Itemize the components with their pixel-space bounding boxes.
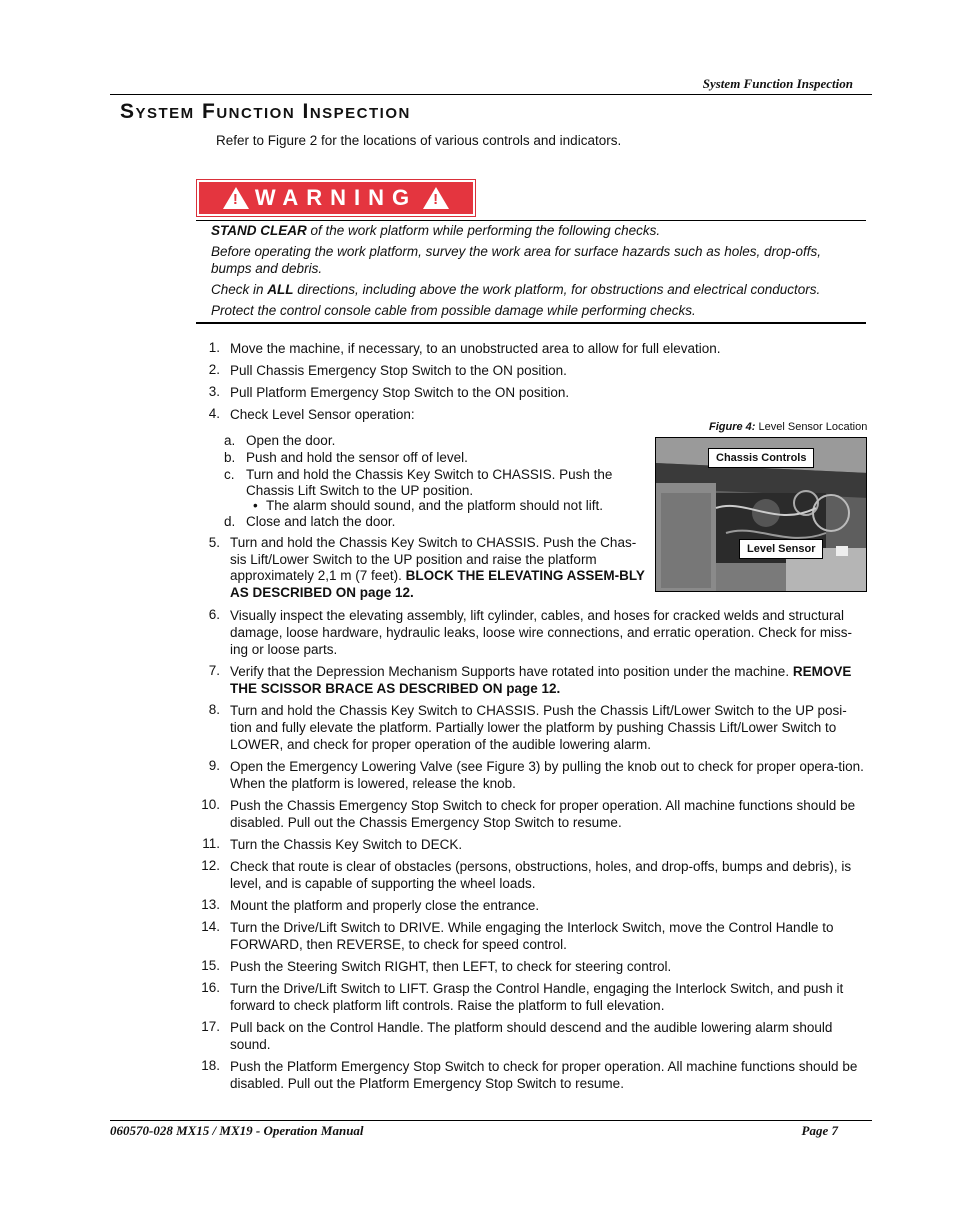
warning-word: WARNING	[254, 185, 418, 210]
footer-rule	[110, 1120, 872, 1121]
warning-line-2: Before operating the work platform, survey the work area for surface hazards such as holes, drop-offs, bumps and debris.	[211, 244, 822, 276]
intro-text: Refer to Figure 2 for the locations of various controls and indicators.	[216, 133, 622, 148]
warning-line-1: STAND CLEAR of the work platform while performing the following checks.	[211, 223, 661, 238]
warning-triangle-icon: !	[223, 187, 249, 209]
level-sensor-photo	[655, 437, 867, 592]
callout-chassis-controls: Chassis Controls	[708, 448, 814, 468]
callout-level-sensor: Level Sensor	[739, 539, 823, 559]
header-rule	[110, 94, 872, 95]
footer-page-number: Page 7	[801, 1123, 838, 1138]
page-title: System Function Inspection	[120, 100, 411, 123]
warning-line-4: Protect the control console cable from possible damage while performing checks.	[211, 303, 696, 318]
warning-triangle-icon: !	[423, 187, 449, 209]
footer-document-id: 060570-028 MX15 / MX19 - Operation Manual	[110, 1123, 364, 1138]
warning-banner	[196, 179, 476, 217]
warning-rule-bottom	[196, 322, 866, 324]
warning-line-3: Check in ALL directions, including above the work platform, for obstructions and electrical conductors.	[211, 282, 821, 297]
running-head: System Function Inspection	[702, 76, 853, 91]
figure-caption: Figure 4: Level Sensor Location	[709, 421, 868, 433]
warning-rule-top	[196, 220, 866, 221]
